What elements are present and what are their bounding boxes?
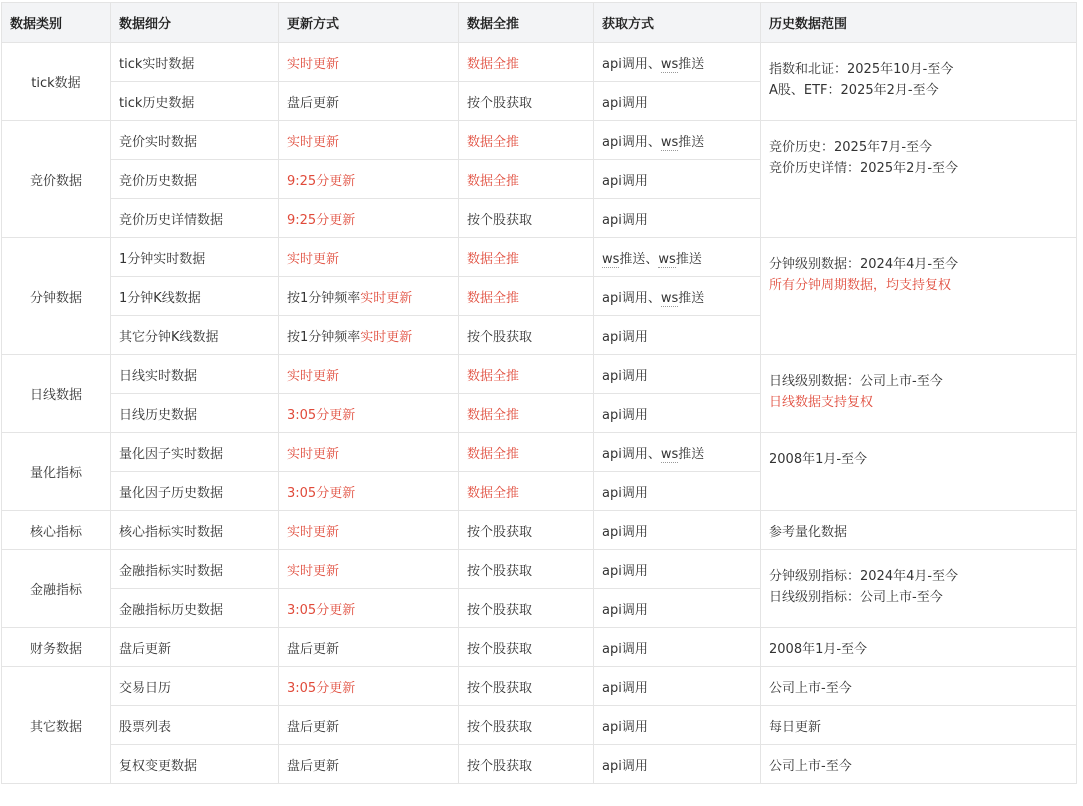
update-cell: 3:05分更新 — [279, 667, 459, 706]
access-cell — [594, 121, 761, 160]
sub-cell: 其它分钟K线数据 — [111, 316, 279, 355]
table-row — [2, 511, 1077, 550]
push-cell: 数据全推 — [459, 394, 594, 433]
range-cell — [761, 43, 1077, 121]
table-row — [2, 628, 1077, 667]
sub-cell: 量化因子历史数据 — [111, 472, 279, 511]
sub-cell: 竞价实时数据 — [111, 121, 279, 160]
push-cell: 数据全推 — [459, 355, 594, 394]
push-cell: 按个股获取 — [459, 511, 594, 550]
range-cell — [761, 121, 1077, 238]
header-update-method: 更新方式 — [279, 3, 459, 43]
range-line: 竞价历史：2025年7月-至今 — [769, 140, 933, 155]
access-cell — [594, 433, 761, 472]
update-cell: 盘后更新 — [279, 628, 459, 667]
access-cell — [594, 277, 761, 316]
range-cell — [761, 355, 1077, 433]
update-cell: 实时更新 — [279, 433, 459, 472]
ws-link[interactable]: ws — [602, 251, 620, 267]
category-cell: 核心指标 — [2, 511, 111, 550]
data-table — [1, 2, 1077, 784]
update-text: 按1分钟频率 — [287, 329, 361, 345]
access-text: 推送 — [678, 446, 705, 462]
range-cell — [761, 433, 1077, 511]
range-line: 日线级别数据：公司上市-至今 — [769, 374, 943, 389]
range-line: 竞价历史详情：2025年2月-至今 — [769, 161, 959, 176]
update-cell: 实时更新 — [279, 121, 459, 160]
push-cell: 按个股获取 — [459, 82, 594, 121]
range-line: 日线级别指标：公司上市-至今 — [769, 590, 943, 605]
range-cell: 参考量化数据 — [761, 511, 1077, 550]
range-cell: 公司上市-至今 — [761, 745, 1077, 784]
header-subcategory: 数据细分 — [111, 3, 279, 43]
range-cell: 2008年1月-至今 — [761, 628, 1077, 667]
update-cell — [279, 316, 459, 355]
push-cell: 按个股获取 — [459, 589, 594, 628]
category-cell: 其它数据 — [2, 667, 111, 784]
update-cell: 实时更新 — [279, 238, 459, 277]
access-cell — [594, 43, 761, 82]
update-highlight: 实时更新 — [360, 290, 413, 306]
access-text: 推送 — [678, 56, 705, 72]
push-cell: 数据全推 — [459, 238, 594, 277]
access-cell: api调用 — [594, 589, 761, 628]
category-cell: 竞价数据 — [2, 121, 111, 238]
update-cell: 盘后更新 — [279, 706, 459, 745]
table-row — [2, 550, 1077, 589]
push-cell: 按个股获取 — [459, 316, 594, 355]
sub-cell: 核心指标实时数据 — [111, 511, 279, 550]
access-cell: api调用 — [594, 199, 761, 238]
access-cell: api调用 — [594, 355, 761, 394]
range-cell — [761, 550, 1077, 628]
access-cell: api调用 — [594, 160, 761, 199]
table-row — [2, 355, 1077, 394]
ws-link[interactable]: ws — [660, 290, 679, 306]
range-line: 分钟级别数据：2024年4月-至今 — [769, 257, 959, 272]
sub-cell: 盘后更新 — [111, 628, 279, 667]
access-cell: api调用 — [594, 550, 761, 589]
sub-cell: tick历史数据 — [111, 82, 279, 121]
range-line: 日线数据支持复权 — [769, 395, 874, 410]
update-text: 按1分钟频率 — [287, 290, 361, 306]
push-cell: 数据全推 — [459, 121, 594, 160]
table-header-row — [2, 3, 1077, 43]
sub-cell: 量化因子实时数据 — [111, 433, 279, 472]
access-text: 推送 — [678, 134, 705, 150]
category-cell: 分钟数据 — [2, 238, 111, 355]
update-cell: 实时更新 — [279, 355, 459, 394]
range-line: 指数和北证：2025年10月-至今 — [769, 62, 954, 77]
access-cell: api调用 — [594, 706, 761, 745]
range-cell: 公司上市-至今 — [761, 667, 1077, 706]
sub-cell: 交易日历 — [111, 667, 279, 706]
range-line: A股、ETF：2025年2月-至今 — [769, 83, 939, 98]
table-row — [2, 706, 1077, 745]
update-cell: 9:25分更新 — [279, 160, 459, 199]
range-cell — [761, 238, 1077, 355]
sub-cell: 金融指标历史数据 — [111, 589, 279, 628]
update-cell: 3:05分更新 — [279, 589, 459, 628]
push-cell: 按个股获取 — [459, 745, 594, 784]
access-cell: api调用 — [594, 511, 761, 550]
update-cell: 盘后更新 — [279, 745, 459, 784]
sub-cell: 日线实时数据 — [111, 355, 279, 394]
access-cell: api调用 — [594, 472, 761, 511]
access-cell: api调用 — [594, 745, 761, 784]
update-cell: 9:25分更新 — [279, 199, 459, 238]
range-line: 所有分钟周期数据，均支持复权 — [769, 278, 952, 293]
push-cell: 按个股获取 — [459, 550, 594, 589]
header-category: 数据类别 — [2, 3, 111, 43]
ws-link[interactable]: ws — [660, 56, 679, 72]
sub-cell: 竞价历史数据 — [111, 160, 279, 199]
category-cell: 财务数据 — [2, 628, 111, 667]
update-highlight: 实时更新 — [360, 329, 413, 345]
update-cell: 实时更新 — [279, 43, 459, 82]
range-line: 2008年1月-至今 — [769, 452, 868, 467]
category-cell: tick数据 — [2, 43, 111, 121]
sub-cell: tick实时数据 — [111, 43, 279, 82]
access-text: 推送 — [675, 251, 702, 267]
push-cell: 数据全推 — [459, 160, 594, 199]
table-row — [2, 667, 1077, 706]
sub-cell: 日线历史数据 — [111, 394, 279, 433]
ws-link[interactable]: ws — [658, 251, 676, 267]
sub-cell: 1分钟实时数据 — [111, 238, 279, 277]
update-cell — [279, 277, 459, 316]
access-text: api调用、 — [602, 446, 661, 462]
update-cell: 3:05分更新 — [279, 394, 459, 433]
access-text: api调用、 — [602, 134, 661, 150]
access-text: 推送、 — [619, 251, 659, 267]
header-access-method: 获取方式 — [594, 3, 761, 43]
push-cell: 数据全推 — [459, 277, 594, 316]
ws-link[interactable]: ws — [660, 446, 679, 462]
table-row — [2, 238, 1077, 277]
push-cell: 数据全推 — [459, 43, 594, 82]
access-cell: api调用 — [594, 316, 761, 355]
access-cell: api调用 — [594, 667, 761, 706]
category-cell: 量化指标 — [2, 433, 111, 511]
update-cell: 3:05分更新 — [279, 472, 459, 511]
access-text: 推送 — [678, 290, 705, 306]
range-cell: 每日更新 — [761, 706, 1077, 745]
access-cell — [594, 238, 761, 277]
push-cell: 按个股获取 — [459, 628, 594, 667]
push-cell: 数据全推 — [459, 433, 594, 472]
update-cell: 盘后更新 — [279, 82, 459, 121]
header-history-range: 历史数据范围 — [761, 3, 1077, 43]
sub-cell: 金融指标实时数据 — [111, 550, 279, 589]
category-cell: 金融指标 — [2, 550, 111, 628]
range-line: 分钟级别指标：2024年4月-至今 — [769, 569, 959, 584]
access-text: api调用、 — [602, 56, 661, 72]
update-cell: 实时更新 — [279, 511, 459, 550]
push-cell: 按个股获取 — [459, 667, 594, 706]
access-cell: api调用 — [594, 628, 761, 667]
access-cell: api调用 — [594, 394, 761, 433]
sub-cell: 竞价历史详情数据 — [111, 199, 279, 238]
sub-cell: 股票列表 — [111, 706, 279, 745]
access-cell: api调用 — [594, 82, 761, 121]
table-row — [2, 121, 1077, 160]
push-cell: 按个股获取 — [459, 199, 594, 238]
category-cell: 日线数据 — [2, 355, 111, 433]
header-full-push: 数据全推 — [459, 3, 594, 43]
table-row — [2, 433, 1077, 472]
update-cell: 实时更新 — [279, 550, 459, 589]
table-row — [2, 43, 1077, 82]
push-cell: 按个股获取 — [459, 706, 594, 745]
sub-cell: 1分钟K线数据 — [111, 277, 279, 316]
access-text: api调用、 — [602, 290, 661, 306]
sub-cell: 复权变更数据 — [111, 745, 279, 784]
push-cell: 数据全推 — [459, 472, 594, 511]
table-row — [2, 745, 1077, 784]
ws-link[interactable]: ws — [660, 134, 679, 150]
